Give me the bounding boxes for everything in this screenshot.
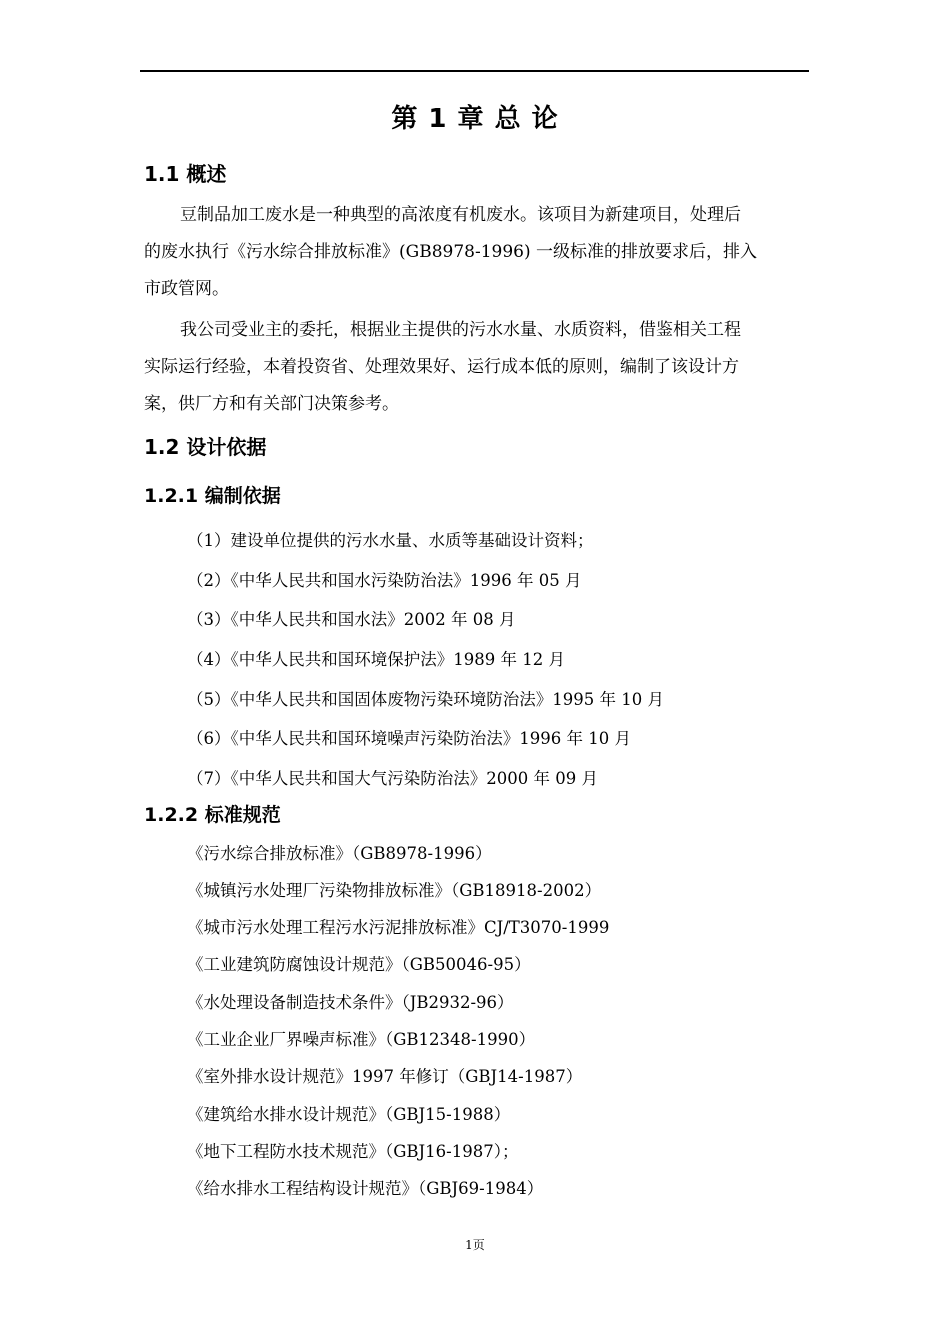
basis-item: （2）《中华人民共和国水污染防治法》1996 年 05 月: [187, 571, 582, 590]
standard-item: 《工业企业厂界噪声标准》（GB12348-1990）: [187, 1030, 536, 1049]
chapter-title: 第 1 章 总 论: [391, 104, 559, 134]
paragraph-line: 市政管网。: [144, 279, 229, 299]
header-rule: [140, 70, 809, 72]
standard-item: 《水处理设备制造技术条件》（JB2932-96）: [187, 993, 514, 1012]
standard-item: 《污水综合排放标准》（GB8978-1996）: [187, 844, 492, 863]
paragraph-line: 案，供厂方和有关部门决策参考。: [144, 394, 399, 414]
basis-item: （7）《中华人民共和国大气污染防治法》2000 年 09 月: [187, 769, 598, 788]
standard-item: 《给水排水工程结构设计规范》（GBJ69-1984）: [187, 1179, 544, 1198]
paragraph-line: 豆制品加工废水是一种典型的高浓度有机废水。该项目为新建项目，处理后: [180, 205, 741, 225]
paragraph-line: 的废水执行《污水综合排放标准》(GB8978-1996) 一级标准的排放要求后，排入: [144, 242, 758, 262]
paragraph-line: 实际运行经验，本着投资省、处理效果好、运行成本低的原则，编制了该设计方: [144, 357, 739, 377]
standard-item: 《工业建筑防腐蚀设计规范》（GB50046-95）: [187, 955, 531, 974]
standard-item: 《城镇污水处理厂污染物排放标准》（GB18918-2002）: [187, 881, 602, 900]
basis-item: （3）《中华人民共和国水法》2002 年 08 月: [187, 610, 516, 629]
page-number: 1页: [465, 1238, 485, 1252]
basis-item: （5）《中华人民共和国固体废物污染环境防治法》1995 年 10 月: [187, 690, 664, 709]
basis-item: （4）《中华人民共和国环境保护法》1989 年 12 月: [187, 650, 565, 669]
paragraph-line: 我公司受业主的委托，根据业主提供的污水水量、水质资料，借鉴相关工程: [180, 320, 741, 340]
section-heading-overview: 1.1 概述: [144, 162, 227, 186]
standard-item: 《建筑给水排水设计规范》（GBJ15-1988）: [187, 1105, 511, 1124]
section-heading-design-basis: 1.2 设计依据: [144, 435, 267, 459]
subsection-heading-compilation-basis: 1.2.1 编制依据: [144, 485, 281, 507]
standard-item: 《室外排水设计规范》1997 年修订（GBJ14-1987）: [187, 1067, 583, 1086]
standard-item: 《城市污水处理工程污水污泥排放标准》CJ/T3070-1999: [187, 918, 610, 937]
paragraph: [144, 197, 816, 308]
basis-item: （6）《中华人民共和国环境噪声污染防治法》1996 年 10 月: [187, 729, 631, 748]
standard-item: 《地下工程防水技术规范》（GBJ16-1987）；: [187, 1142, 519, 1161]
subsection-heading-standards: 1.2.2 标准规范: [144, 804, 281, 826]
basis-item: （1）建设单位提供的污水水量、水质等基础设计资料；: [187, 531, 594, 550]
paragraph: [144, 312, 816, 423]
